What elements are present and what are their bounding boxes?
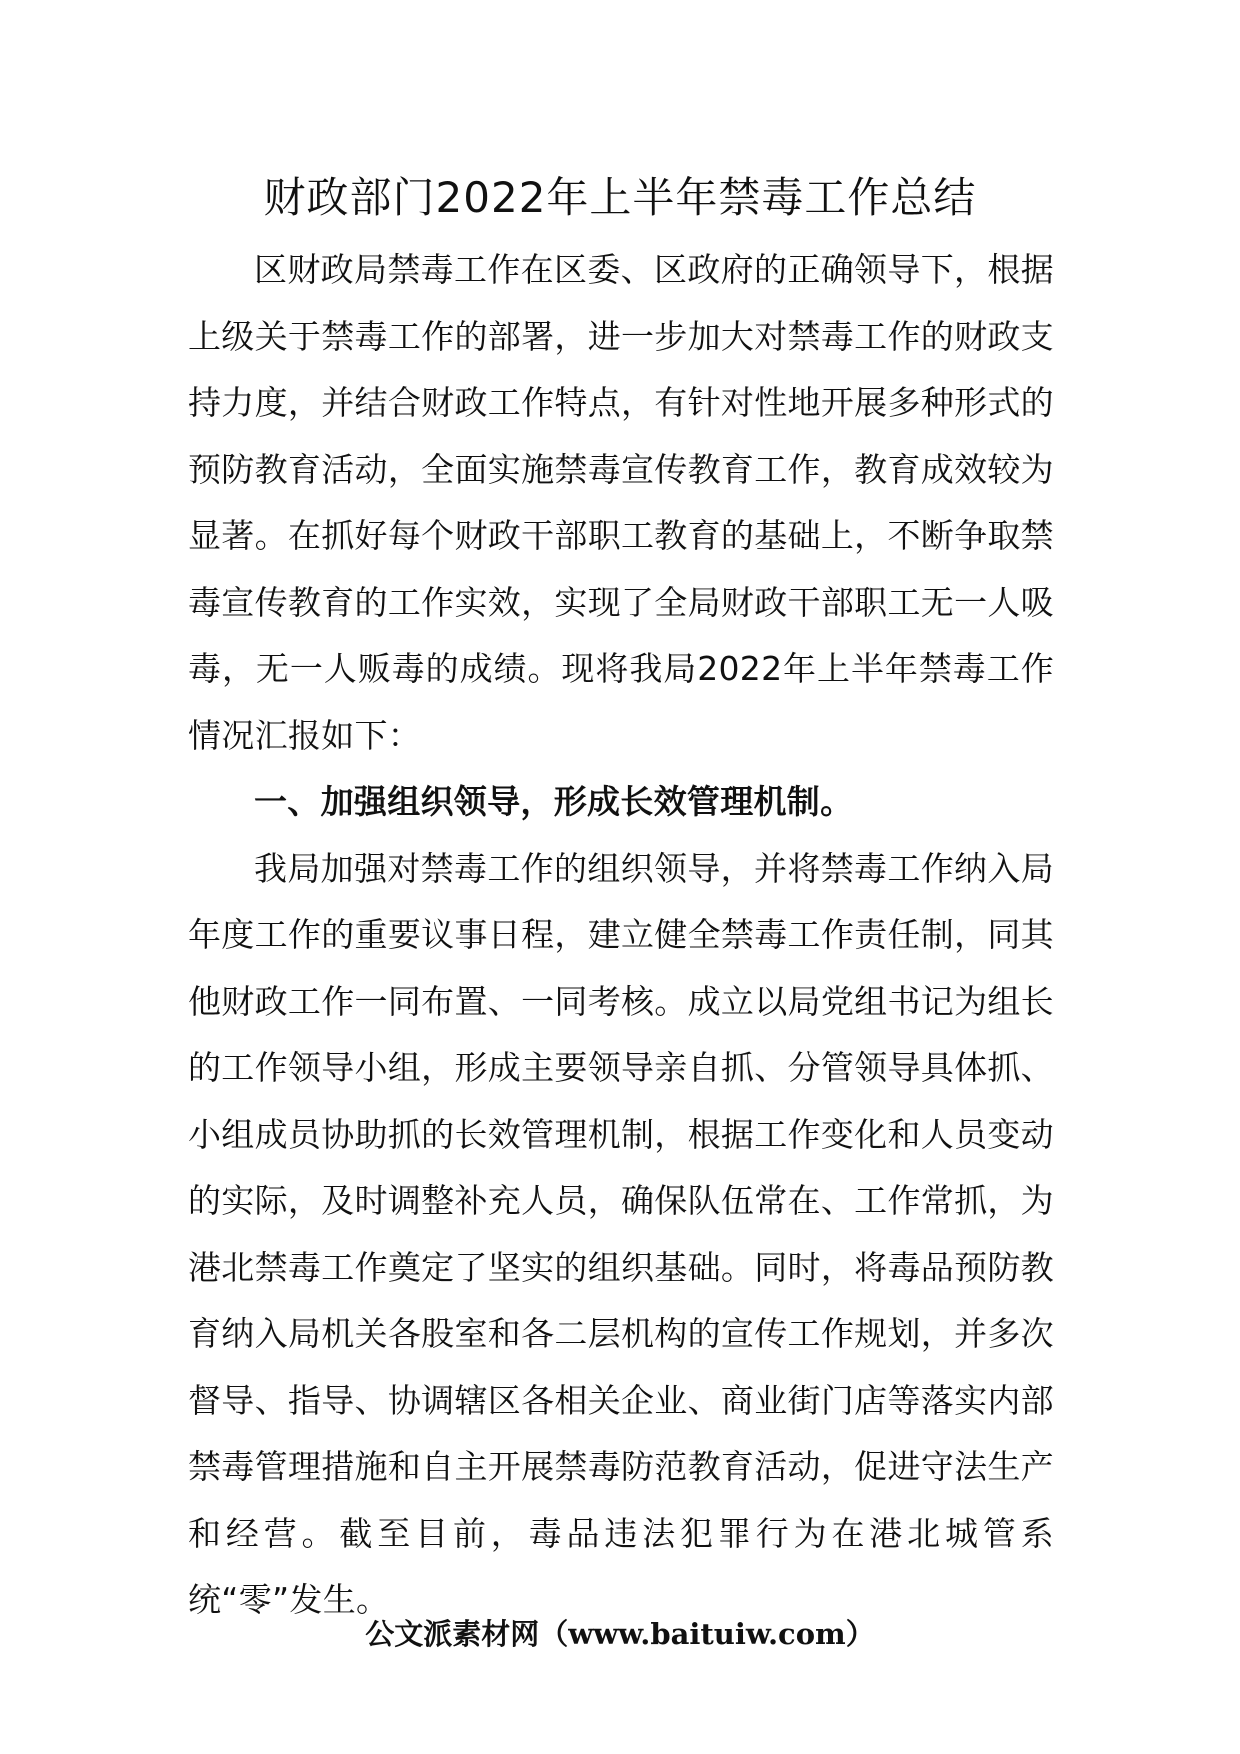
- document-body: [188, 237, 1054, 1634]
- source-footer: 公文派素材网（www.baituiw.com）: [365, 1617, 875, 1651]
- section-heading-1: 一、加强组织领导，形成长效管理机制。: [254, 782, 854, 821]
- intro-paragraph: 区财政局禁毒工作在区委、区政府的正确领导下，根据上级关于禁毒工作的部署，进一步加大对禁毒工作的财政支持力度，并结合财政工作特点，有针对性地开展多种形式的预防教育活动，全面实施禁毒宣传教育工作，教育成效较为显著。在抓好每个财政干部职工教育的基础上，不断争取禁毒宣传教育的工作实效，实现了全局财政干部职工无一人吸毒，无一人贩毒的成绩。现将我局2022年上半年禁毒工作情况汇报如下：: [188, 250, 1054, 755]
- section-1-paragraph: 我局加强对禁毒工作的组织领导，并将禁毒工作纳入局年度工作的重要议事日程，建立健全禁毒工作责任制，同其他财政工作一同布置、一同考核。成立以局党组书记为组长的工作领导小组，形成主要领导亲自抓、分管领导具体抓、小组成员协助抓的长效管理机制，根据工作变化和人员变动的实际，及时调整补充人员，确保队伍常在、工作常抓，为港北禁毒工作奠定了坚实的组织基础。同时，将毒品预防教育纳入局机关各股室和各二层机构的宣传工作规划，并多次督导、指导、协调辖区各相关企业、商业街门店等落实内部禁毒管理措施和自主开展禁毒防范教育活动，促进守法生产和经营。截至目前，毒品违法犯罪行为在港北城管系统“零”发生。: [188, 848, 1054, 1619]
- document-title: 财政部门2022年上半年禁毒工作总结: [263, 173, 977, 222]
